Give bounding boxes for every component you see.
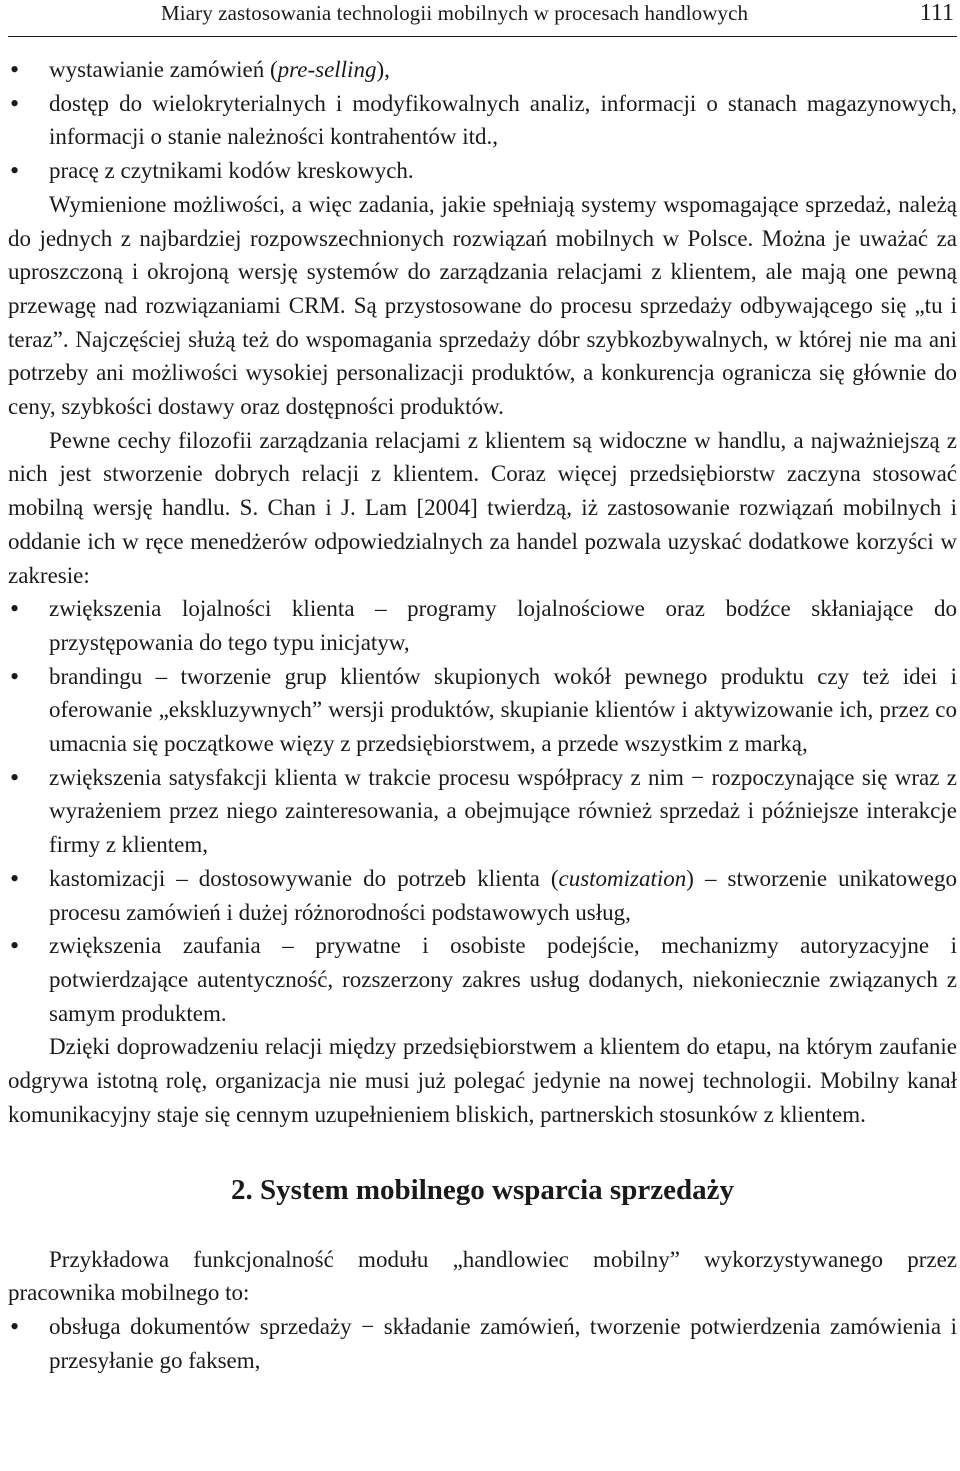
paragraph: Dzięki doprowadzeniu relacji między przedsiębiorstwem a klientem do etapu, na którym zaufanie odgrywa istotną rolę, organizacja nie musi już polegać jedynie na nowej technologii. Mobilny kanał komunikacyjny staje się cennym uzupełnieniem bliskich, partnerskich stosunków z klientem. xyxy=(8,1034,957,1127)
list-item: • wystawianie zamówień (pre-selling), xyxy=(8,53,957,87)
paragraph: Pewne cechy filozofii zarządzania relacjami z klientem są widoczne w handlu, a najważniejszą z nich jest stworzenie dobrych relacji z klientem. Coraz więcej przedsiębiorstw zaczyna stosować mobilną wersję handlu. S. Chan i J. Lam [2004] twierdzą, iż zastosowanie rozwiązań mobilnych i oddanie ich w ręce menedżerów odpowiedzialnych za handel pozwala uzyskać dodatkowe korzyści w zakresie: xyxy=(8,427,957,588)
paragraph: Wymienione możliwości, a więc zadania, jakie spełniają systemy wspomagające sprzedaż, należą do jednych z najbardziej rozpowszechnionych rozwiązań mobilnych w Polsce. Można je uważać za uproszczoną i okrojoną wersję systemów do zarządzania relacjami z klientem, ale mają one pewną przewagę nad rozwiązaniami CRM. Są przystosowane do procesu sprzedaży odbywającego się „tu i teraz”. Najczęściej służą też do wspomagania sprzedaży dóbr szybkozbywalnych, w której nie ma ani potrzeby ani możliwości wysokiej personalizacji produktów, a konkurencja ogranicza się głównie do ceny, szybkości dostawy oraz dostępności produktów. xyxy=(8,191,957,420)
bullet-list-benefits xyxy=(8,592,957,1030)
list-item: • obsługa dokumentów sprzedaży − składanie zamówień, tworzenie potwierdzenia zamówienia i przesyłanie go faksem, xyxy=(8,1310,957,1377)
page-number: 111 xyxy=(919,0,954,26)
paragraph: Przykładowa funkcjonalność modułu „handlowiec mobilny” wykorzystywanego przez pracownika mobilnego to: xyxy=(8,1246,957,1306)
page-header xyxy=(0,0,960,36)
list-item: • pracę z czytnikami kodów kreskowych. xyxy=(8,154,957,188)
header-rule xyxy=(8,36,957,37)
running-title: Miary zastosowania technologii mobilnych w procesach handlowych xyxy=(161,1,749,25)
list-item: • kastomizacji – dostosowywanie do potrzeb klienta (customization) – stworzenie unikatowego procesu zamówień i dużej różnorodności podstawowych usług, xyxy=(8,862,957,929)
bullet-list-module-functions xyxy=(8,1310,957,1377)
list-item: • brandingu – tworzenie grup klientów skupionych wokół pewnego produktu czy też idei i oferowanie „ekskluzywnych” wersji produktów, skupianie klientów i aktywizowanie ich, przez co umacnia się początkowe więzy z przedsiębiorstwem, a przede wszystkim z marką, xyxy=(8,660,957,761)
list-item: • zwiększenia zaufania – prywatne i osobiste podejście, mechanizmy autoryzacyjne i potwierdzające autentyczność, rozszerzony zakres usług dodanych, niekoniecznie związanych z samym produktem. xyxy=(8,929,957,1030)
list-item: • zwiększenia lojalności klienta – programy lojalnościowe oraz bodźce skłaniające do przystępowania do tego typu inicjatyw, xyxy=(8,592,957,659)
bullet-list-mobile-functions xyxy=(8,53,957,188)
list-item: • zwiększenia satysfakcji klienta w trakcie procesu współpracy z nim − rozpoczynające się wraz z wyrażeniem przez niego zainteresowania, a obejmujące również sprzedaż i późniejsze interakcje firmy z klientem, xyxy=(8,761,957,862)
list-item: • dostęp do wielokryterialnych i modyfikowalnych analiz, informacji o stanach magazynowych, informacji o stanie należności kontrahentów itd., xyxy=(8,87,957,154)
page-body xyxy=(8,53,957,1377)
section-heading: 2. System mobilnego wsparcia sprzedaży xyxy=(231,1173,734,1206)
